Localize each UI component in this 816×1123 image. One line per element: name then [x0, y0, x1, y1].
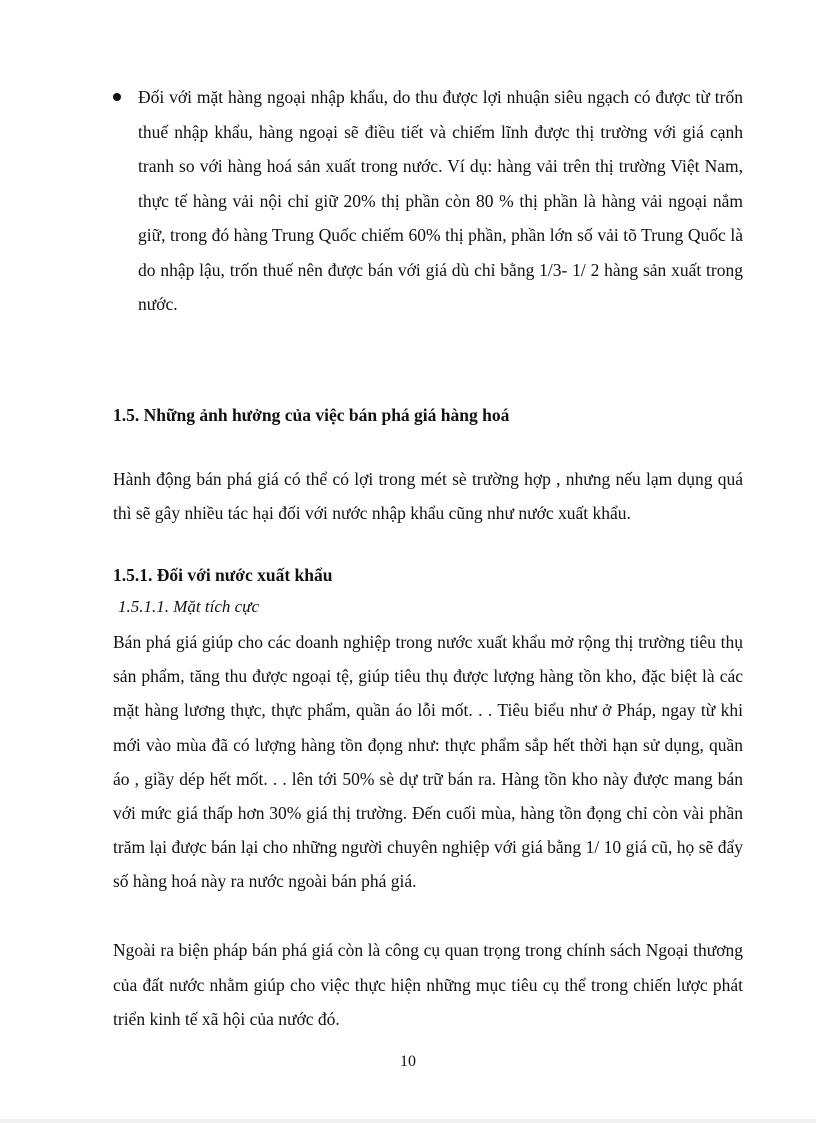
bullet-dot-icon [113, 93, 121, 101]
bullet-paragraph: Đối với mặt hàng ngoại nhập khẩu, do thu được lợi nhuận siêu ngạch có được từ trốn thuế nhập khẩu, hàng ngoại sẽ điều tiết và chiếm lĩnh được thị trường với giá cạnh tranh so với hàng hoá sản xuất trong nước. Ví dụ: hàng vải trên thị trường Việt Nam, thực tế hàng vải nội chỉ giữ 20% thị phần còn 80 % thị phần là hàng vải ngoại nắm giữ, trong đó hàng Trung Quốc chiếm 60% thị phần, phần lớn số vải tõ Trung Quốc là do nhập lậu, trốn thuế nên được bán với giá dù chỉ bằng 1/3- 1/ 2 hàng sản xuất trong nước. [138, 87, 743, 314]
bullet-item [113, 80, 743, 322]
page-number: 10 [400, 1053, 416, 1070]
section-heading-1-5-1-1: 1.5.1.1. Mặt tích cực [118, 597, 259, 616]
intro-paragraph: Hành động bán phá giá có thể có lợi trong mét sè trường hợp , nhưng nếu lạm dụng quá thì sẽ gây nhiều tác hại đối với nước nhập khẩu cũng như nước xuất khẩu. [113, 469, 743, 523]
section-heading-1-5-1: 1.5.1. Đối với nước xuất khẩu [113, 565, 333, 585]
policy-paragraph: Ngoài ra biện pháp bán phá giá còn là công cụ quan trọng trong chính sách Ngoại thương của đất nước nhằm giúp cho việc thực hiện những mục tiêu cụ thể trong chiến lược phát triển kinh tế xã hội của nước đó. [113, 940, 743, 1029]
page-bottom-divider [0, 1119, 816, 1123]
positive-paragraph: Bán phá giá giúp cho các doanh nghiệp trong nước xuất khẩu mở rộng thị trường tiêu thụ sản phẩm, tăng thu được ngoại tệ, giúp tiêu thụ được lượng hàng tồn kho, đặc biệt là các mặt hàng lương thực, thực phẩm, quần áo lỗi mốt. . . Tiêu biểu như ở Pháp, ngay từ khi mới vào mùa đã có lượng hàng tồn đọng như: thực phẩm sắp hết thời hạn sử dụng, quần áo , giầy dép hết mốt. . . lên tới 50% sè dự trữ bán ra. Hàng tồn kho này được mang bán với mức giá thấp hơn 30% giá thị trường. Đến cuối mùa, hàng tồn đọng chỉ còn vài phần trăm lại được bán lại cho những người chuyên nghiệp với giá bằng 1/ 10 giá cũ, họ sẽ đẩy số hàng hoá này ra nước ngoài bán phá giá. [113, 632, 743, 892]
section-heading-1-5: 1.5. Những ảnh hưởng của việc bán phá giá hàng hoá [113, 405, 510, 425]
